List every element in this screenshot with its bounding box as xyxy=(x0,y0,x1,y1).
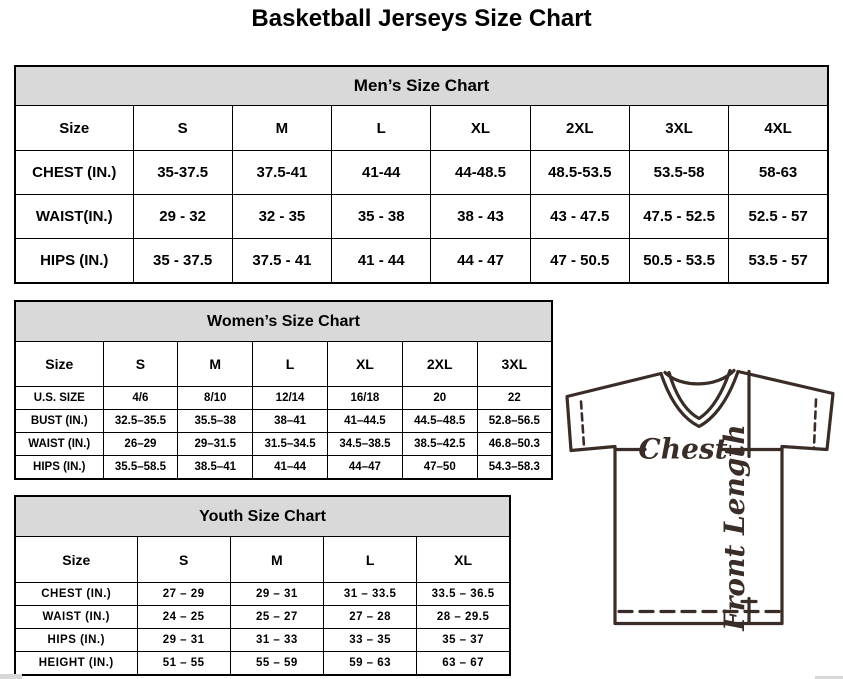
youth-table-title: Youth Size Chart xyxy=(15,496,510,537)
column-header: XL xyxy=(417,537,510,583)
jersey-measurement-diagram xyxy=(553,356,843,649)
table-cell: 29 - 32 xyxy=(133,195,232,239)
table-cell: 28 – 29.5 xyxy=(417,606,510,629)
table-cell: 31.5–34.5 xyxy=(253,433,328,456)
table-cell: 44–47 xyxy=(327,456,402,480)
table-cell: 63 – 67 xyxy=(417,652,510,676)
column-header: S xyxy=(103,342,178,387)
youth-table-header-band xyxy=(15,496,510,537)
table-cell: 46.8–50.3 xyxy=(477,433,552,456)
table-cell: 48.5-53.5 xyxy=(530,151,629,195)
table-row xyxy=(15,410,552,433)
table-cell: 29 – 31 xyxy=(230,583,323,606)
table-cell: 16/18 xyxy=(327,387,402,410)
row-label: HIPS (IN.) xyxy=(15,239,133,284)
screen-edge-artifact xyxy=(0,674,22,679)
table-cell: 58-63 xyxy=(729,151,828,195)
table-cell: 27 – 28 xyxy=(324,606,417,629)
column-header: M xyxy=(230,537,323,583)
table-cell: 27 – 29 xyxy=(137,583,230,606)
womens-size-table xyxy=(14,300,553,480)
row-label: CHEST (IN.) xyxy=(15,583,137,606)
row-label: WAIST (IN.) xyxy=(15,606,137,629)
table-cell: 37.5 - 41 xyxy=(232,239,331,284)
table-cell: 37.5-41 xyxy=(232,151,331,195)
table-cell: 32.5–35.5 xyxy=(103,410,178,433)
table-cell: 55 – 59 xyxy=(230,652,323,676)
table-cell: 38 - 43 xyxy=(431,195,530,239)
table-cell: 12/14 xyxy=(253,387,328,410)
table-cell: 54.3–58.3 xyxy=(477,456,552,480)
table-cell: 32 - 35 xyxy=(232,195,331,239)
table-cell: 35.5–38 xyxy=(178,410,253,433)
row-label: WAIST (IN.) xyxy=(15,433,103,456)
table-cell: 47.5 - 52.5 xyxy=(629,195,728,239)
row-label: HIPS (IN.) xyxy=(15,456,103,480)
table-cell: 52.5 - 57 xyxy=(729,195,828,239)
table-row xyxy=(15,583,510,606)
table-cell: 25 – 27 xyxy=(230,606,323,629)
row-label: BUST (IN.) xyxy=(15,410,103,433)
table-cell: 29 – 31 xyxy=(137,629,230,652)
column-header: L xyxy=(332,106,431,151)
column-header: Size xyxy=(15,106,133,151)
womens-table-header-band xyxy=(15,301,552,342)
jersey-outline xyxy=(567,372,833,624)
row-label: HEIGHT (IN.) xyxy=(15,652,137,676)
column-header: XL xyxy=(431,106,530,151)
table-cell: 29–31.5 xyxy=(178,433,253,456)
table-row xyxy=(15,387,552,410)
table-cell: 59 – 63 xyxy=(324,652,417,676)
table-cell: 35 - 38 xyxy=(332,195,431,239)
table-cell: 53.5 - 57 xyxy=(729,239,828,284)
table-cell: 41–44.5 xyxy=(327,410,402,433)
row-label: HIPS (IN.) xyxy=(15,629,137,652)
table-row xyxy=(15,239,828,284)
column-header: XL xyxy=(327,342,402,387)
mens-size-table xyxy=(14,65,829,284)
mens-table-title: Men’s Size Chart xyxy=(15,66,828,106)
table-row xyxy=(15,652,510,676)
table-cell: 31 – 33 xyxy=(230,629,323,652)
page-title: Basketball Jerseys Size Chart xyxy=(251,5,592,32)
youth-size-table xyxy=(14,495,511,676)
table-cell: 22 xyxy=(477,387,552,410)
mens-column-header-row xyxy=(15,106,828,151)
column-header: L xyxy=(324,537,417,583)
womens-table-title: Women’s Size Chart xyxy=(15,301,552,342)
womens-column-header-row xyxy=(15,342,552,387)
column-header: Size xyxy=(15,537,137,583)
row-label: CHEST (IN.) xyxy=(15,151,133,195)
column-header: 3XL xyxy=(629,106,728,151)
table-row xyxy=(15,433,552,456)
table-row xyxy=(15,151,828,195)
table-cell: 41-44 xyxy=(332,151,431,195)
column-header: S xyxy=(133,106,232,151)
table-cell: 50.5 - 53.5 xyxy=(629,239,728,284)
table-cell: 47 - 50.5 xyxy=(530,239,629,284)
table-cell: 41 - 44 xyxy=(332,239,431,284)
table-cell: 44 - 47 xyxy=(431,239,530,284)
table-row xyxy=(15,629,510,652)
table-cell: 31 – 33.5 xyxy=(324,583,417,606)
table-cell: 8/10 xyxy=(178,387,253,410)
table-cell: 26–29 xyxy=(103,433,178,456)
table-cell: 35.5–58.5 xyxy=(103,456,178,480)
table-cell: 52.8–56.5 xyxy=(477,410,552,433)
table-cell: 47–50 xyxy=(402,456,477,480)
collar-inner-line xyxy=(669,371,730,419)
front-length-label: Front Length xyxy=(718,424,751,631)
table-cell: 53.5-58 xyxy=(629,151,728,195)
table-row xyxy=(15,195,828,239)
column-header: M xyxy=(178,342,253,387)
column-header: M xyxy=(232,106,331,151)
table-cell: 35-37.5 xyxy=(133,151,232,195)
column-header: Size xyxy=(15,342,103,387)
table-cell: 43 - 47.5 xyxy=(530,195,629,239)
left-cuff-dashed-line xyxy=(581,402,584,447)
column-header: 2XL xyxy=(402,342,477,387)
row-label: U.S. SIZE xyxy=(15,387,103,410)
right-cuff-dashed-line xyxy=(814,400,816,448)
table-cell: 38.5–41 xyxy=(178,456,253,480)
table-cell: 44.5–48.5 xyxy=(402,410,477,433)
column-header: 2XL xyxy=(530,106,629,151)
row-label: WAIST(IN.) xyxy=(15,195,133,239)
table-row xyxy=(15,456,552,480)
column-header: L xyxy=(253,342,328,387)
table-cell: 33 – 35 xyxy=(324,629,417,652)
table-cell: 20 xyxy=(402,387,477,410)
chest-label: Chest xyxy=(638,432,728,466)
youth-column-header-row xyxy=(15,537,510,583)
table-cell: 35 – 37 xyxy=(417,629,510,652)
table-cell: 35 - 37.5 xyxy=(133,239,232,284)
table-cell: 44-48.5 xyxy=(431,151,530,195)
column-header: S xyxy=(137,537,230,583)
table-cell: 51 – 55 xyxy=(137,652,230,676)
table-cell: 41–44 xyxy=(253,456,328,480)
table-cell: 33.5 – 36.5 xyxy=(417,583,510,606)
column-header: 3XL xyxy=(477,342,552,387)
table-row xyxy=(15,606,510,629)
table-cell: 24 – 25 xyxy=(137,606,230,629)
mens-table-header-band xyxy=(15,66,828,106)
table-cell: 38–41 xyxy=(253,410,328,433)
column-header: 4XL xyxy=(729,106,828,151)
table-cell: 38.5–42.5 xyxy=(402,433,477,456)
table-cell: 34.5–38.5 xyxy=(327,433,402,456)
collar-back-line xyxy=(665,371,734,384)
table-cell: 4/6 xyxy=(103,387,178,410)
